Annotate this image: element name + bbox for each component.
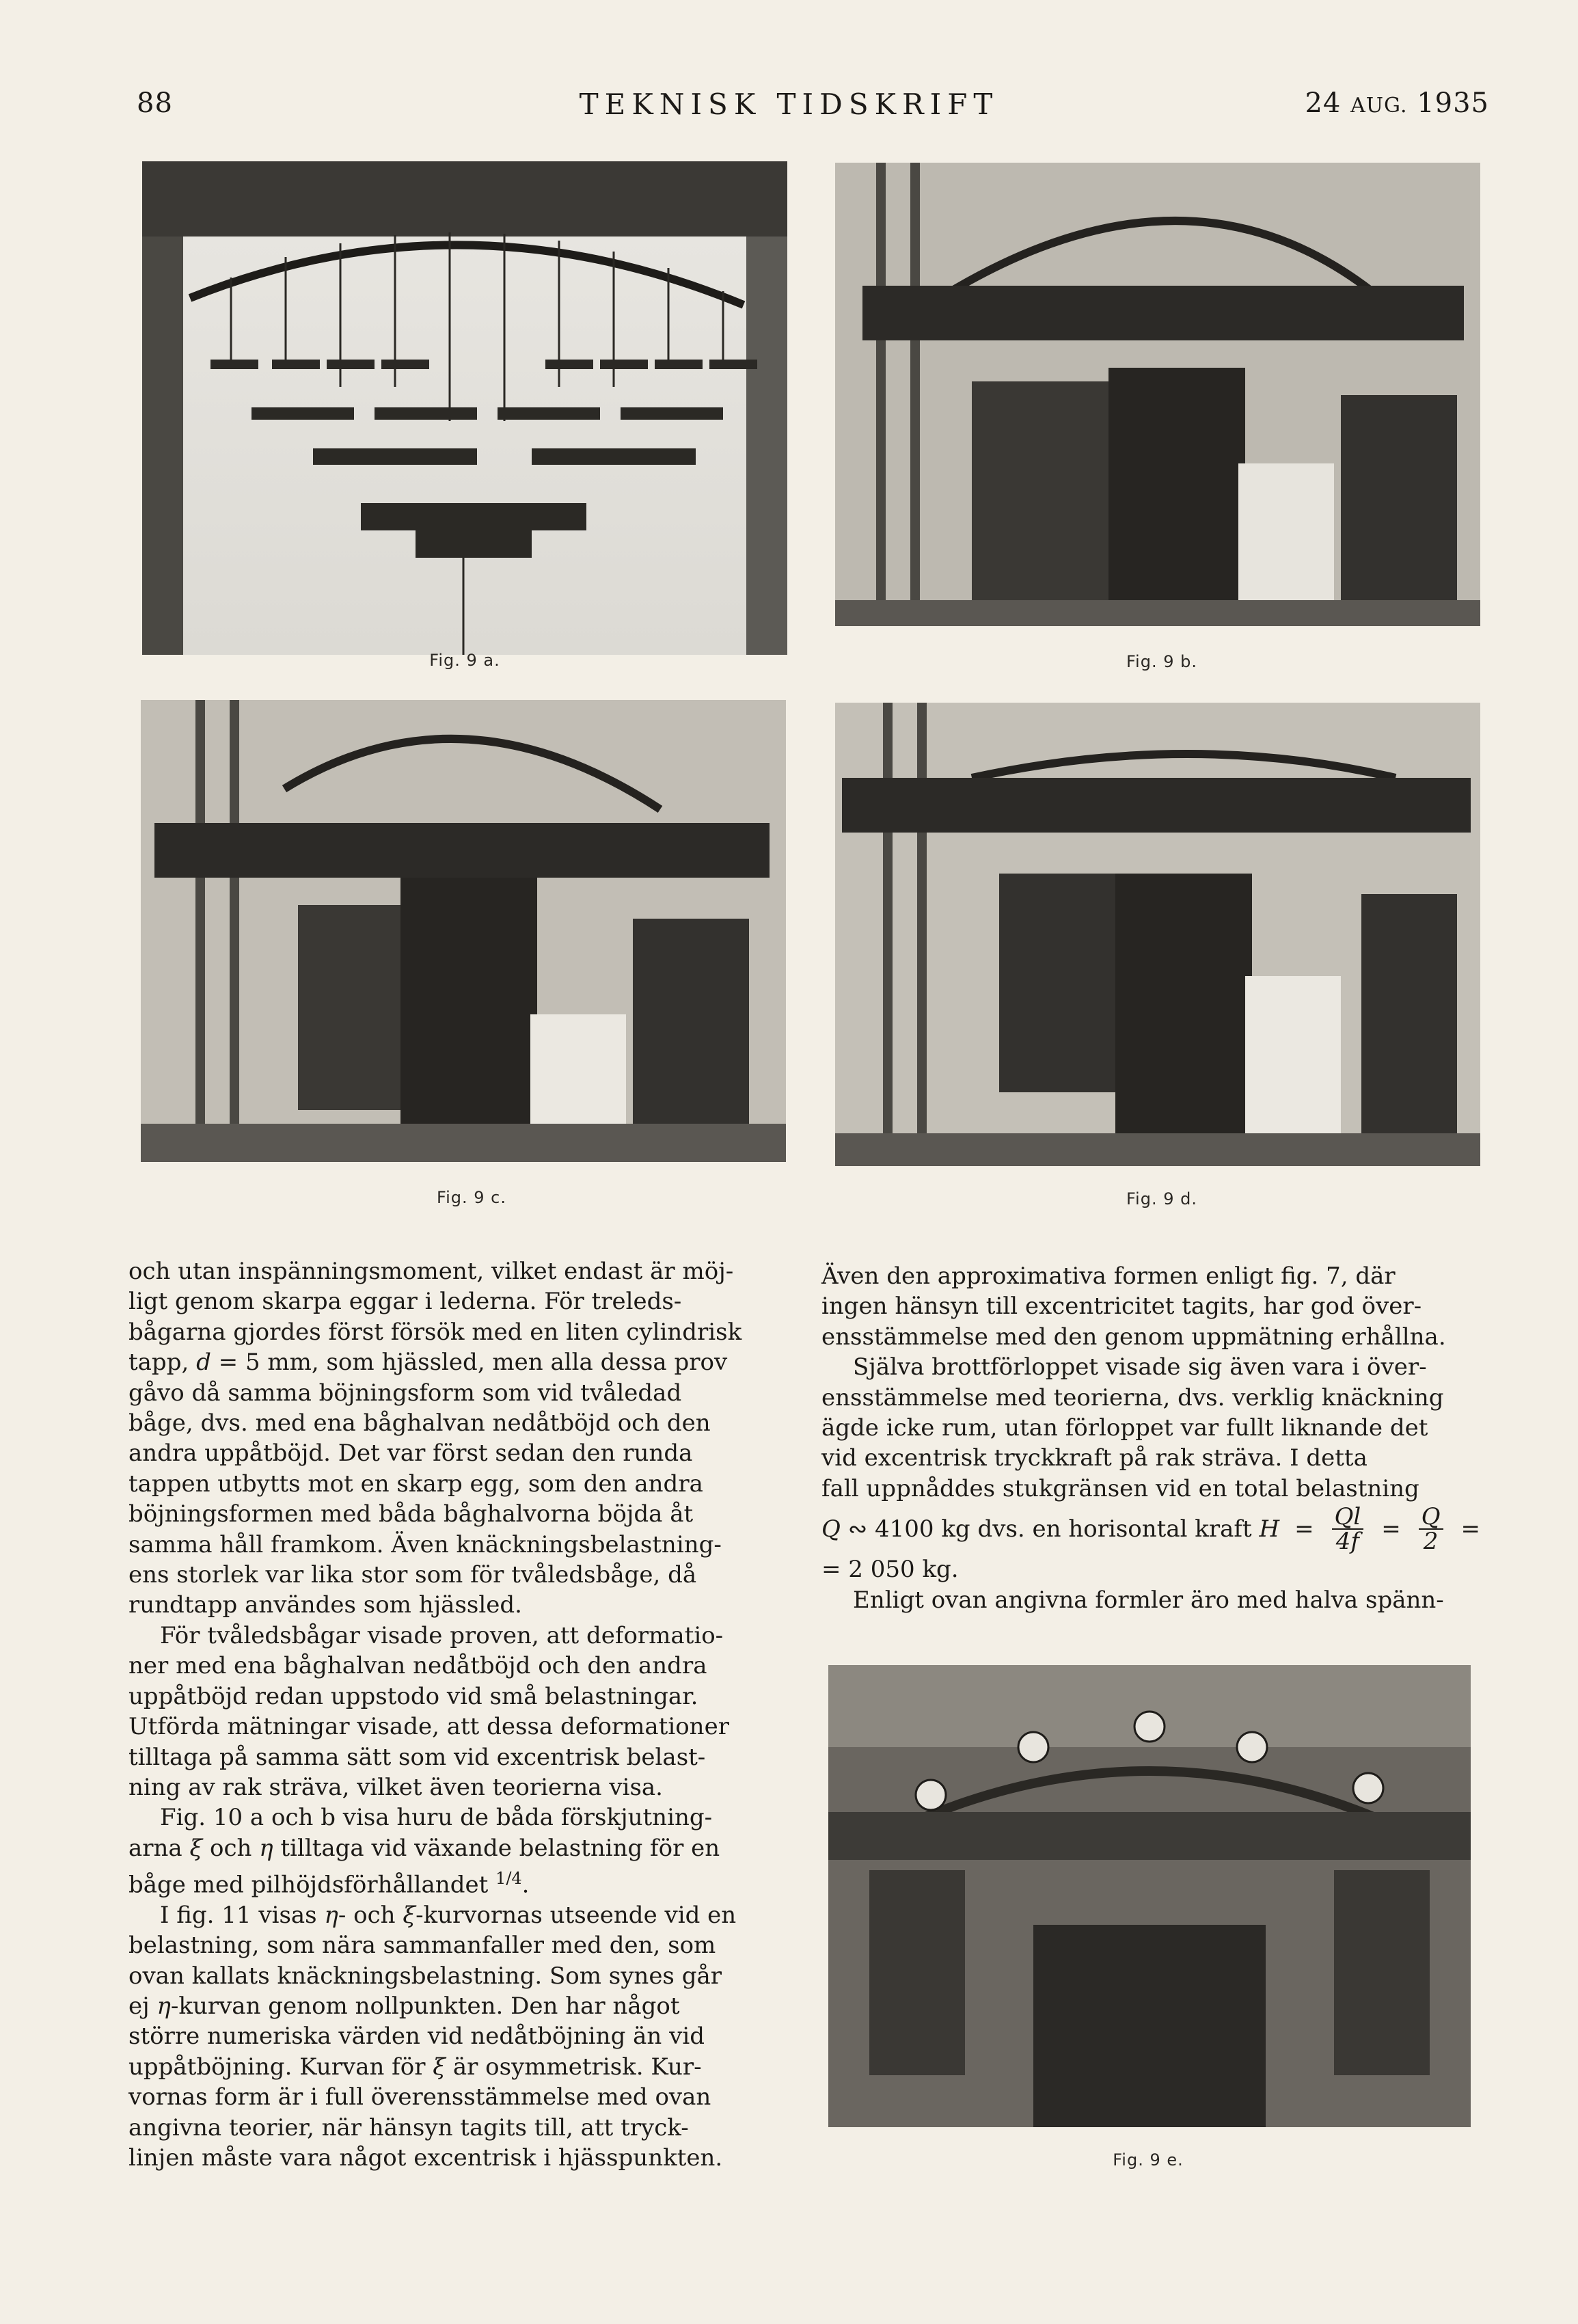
equation-result: = 2 050 kg. <box>821 1556 959 1584</box>
figure-9e-caption: Fig. 9 e. <box>1113 2150 1184 2170</box>
page-number: 88 <box>137 87 173 119</box>
figure-9b-caption: Fig. 9 b. <box>1126 652 1197 671</box>
paragraph-r2: Själva brottförloppet visade sig även vara i över- ensstämmelse med teorierna, dvs. verklig knäckning ägde icke rum, utan förloppet var fullt liknande det vid excentrisk tryckkraft på rak sträva. I detta fall uppnåddes stukgränsen vid en total belastning <box>821 1353 1444 1502</box>
figure-9d-caption: Fig. 9 d. <box>1126 1189 1197 1208</box>
figure-9e-photo <box>828 1665 1471 2127</box>
paragraph-4: I fig. 11 visas η- och ξ-kurvornas utseende vid en belastning, som nära sammanfaller med den, som ovan kallats knäckningsbelastning. Som synes går ej η-kurvan genom nollpunkten. Den har något större numeriska värden vid nedåtböjning än vid uppåtböjning. Kurvan för ξ är osymmetrisk. Kur- vornas form är i full överensstämmelse med ovan angivna teorier, när hänsyn tagits till, att tryck- linjen måste vara något excentrisk i hjässpunkten. <box>128 1901 737 2172</box>
figure-9c-photo <box>141 700 786 1162</box>
figure-9a-caption: Fig. 9 a. <box>429 651 500 670</box>
figure-9b-photo <box>835 163 1480 626</box>
paragraph-2: För tvåledsbågar visade proven, att deformatio- ner med ena båghalvan nedåtböjd och den andra uppåtböjd redan uppstodo vid små belastningar. Utförda mätningar visade, att dessa deformationer tilltaga på samma sätt som vid excentrisk belast- ning av rak sträva, vilket även teorierna visa. <box>128 1621 729 1801</box>
fraction-ql-4f: $\frac{Ql}{4f}$ <box>1332 1505 1364 1553</box>
paragraph-r1: Även den approximativa formen enligt fig. 7, där ingen hänsyn till excentricitet tagits, har god över- ensstämmelse med den genom uppmätning erhållna. <box>821 1262 1446 1351</box>
paragraph-r3: Enligt ovan angivna formler äro med halva spänn- <box>853 1586 1444 1614</box>
left-text-column <box>128 1256 785 2174</box>
figure-9d-photo <box>835 703 1480 1166</box>
paragraph-3: Fig. 10 a och b visa huru de båda förskjutning- arna ξ och η tilltaga vid växande belastning för en båge med pilhöjdsförhållandet $^{1/4}$. <box>128 1804 720 1899</box>
fraction-q-2: $\frac{Q}{2}$ <box>1419 1505 1443 1553</box>
figure-9a-photo <box>142 161 787 655</box>
figure-9c-caption: Fig. 9 c. <box>437 1188 506 1207</box>
paragraph-1: och utan inspänningsmoment, vilket endast är möj- ligt genom skarpa eggar i lederna. För treleds- bågarna gjordes först försök med en liten cylindrisk tapp, d = 5 mm, som hjässled, men alla dessa prov gåvo då samma böjningsform som vid tvåledad båge, dvs. med ena båghalvan nedåtböjd och den andra uppåtböjd. Det var först sedan den runda tappen utbytts mot en skarp egg, som den andra böjningsformen med båda båghalvorna böjda åt samma håll framkom. Även knäckningsbelastning- ens storlek var lika stor som för tvåledsbåge, då rundtapp användes som hjässled. <box>128 1258 742 1619</box>
right-text-column <box>821 1261 1480 1615</box>
issue-date: 24 AUG. 1935 <box>1305 87 1489 119</box>
load-equation: Q ∾ 4100 kg dvs. en horisontal kraft H = $\frac{Ql}{4f}$ = $\frac{Q}{2}$ = <box>821 1503 1480 1556</box>
journal-title: TEKNISK TIDSKRIFT <box>579 87 999 121</box>
